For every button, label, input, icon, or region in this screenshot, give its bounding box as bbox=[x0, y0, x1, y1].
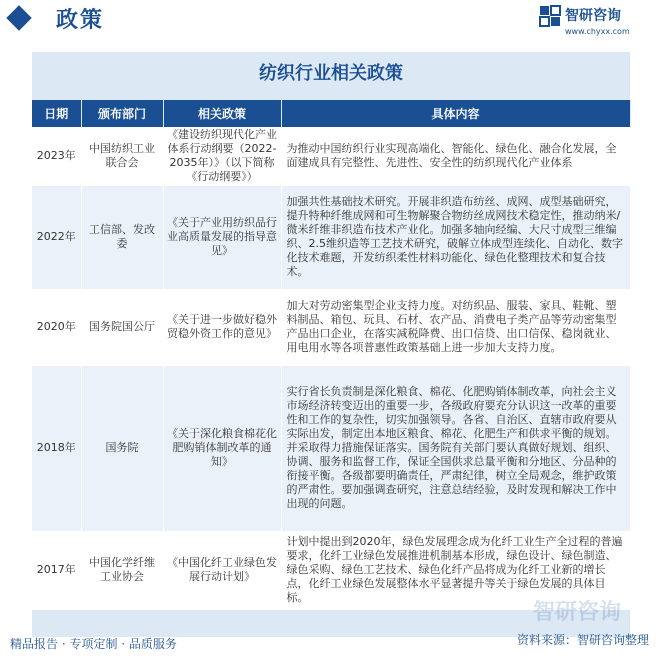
cell-policy: 《关于深化粮食棉花化肥购销体制改革的通知》 bbox=[163, 365, 281, 531]
cell-date: 2020年 bbox=[32, 289, 81, 365]
page-header bbox=[0, 0, 661, 44]
cell-content: 实行省长负责制是深化粮食、棉花、化肥购销体制改革，向社会主义市场经济转变迈出的重要一步，各级政府要充分认识这一改革的重要性和工作的复杂性，切实加强领导。各省、自治区、直辖市政府要从实际出发，制定出本地区粮食、棉花、化肥生产和供求平衡的规划。并采取得力措施保证落实。国务院有关部门要认真做好规划、组织、协调、服务和监督工作，保证全国供求总量平衡和分地区、分品种的衔接平衡。各级都要明确责任，严肃纪律，树立全局观念，维护政策的严肃性。要加强调查研究，注意总结经验，及时发现和解决工作中出现的问题。 bbox=[281, 365, 630, 531]
footer-tagline: 精品报告 · 专项定制 · 品质服务 bbox=[10, 637, 177, 651]
cell-content: 计划中提出到2020年，绿色发展理念成为化纤工业生产全过程的普遍要求，化纤工业绿色发展推进机制基本形成，绿色设计、绿色制造、绿色采购、绿色工艺技术、绿色化纤产品将成为化纤工业新的增长点，化纤工业绿色发展整体水平显著提升等关于绿色发展的具体目标。 bbox=[281, 531, 630, 609]
cell-dept: 中国纺织工业联合会 bbox=[81, 127, 163, 185]
page-footer bbox=[0, 630, 661, 660]
policy-panel bbox=[32, 52, 630, 637]
cell-dept: 中国化学纤维工业协会 bbox=[81, 531, 163, 609]
cell-content: 为推动中国纺织行业实现高端化、智能化、绿色化、融合化发展，全面建成具有完整性、先进性、安全性的纺织现代化产业体系 bbox=[281, 127, 630, 185]
cell-date: 2023年 bbox=[32, 127, 81, 185]
cell-dept: 国务院 bbox=[81, 365, 163, 531]
cell-dept: 工信部、发改委 bbox=[81, 185, 163, 289]
cell-dept: 国务院国公厅 bbox=[81, 289, 163, 365]
table-row bbox=[32, 127, 630, 185]
table-title: 纺织行业相关政策 bbox=[259, 63, 403, 84]
table-row bbox=[32, 289, 630, 365]
table-header-row bbox=[32, 100, 630, 127]
brand-logo bbox=[539, 4, 647, 38]
cell-date: 2018年 bbox=[32, 365, 81, 531]
policy-table bbox=[32, 100, 631, 610]
table-row bbox=[32, 531, 630, 609]
cell-policy: 《建设纺织现代化产业体系行动纲要（2022-2035年）》（以下简称《行动纲要》） bbox=[163, 127, 281, 185]
column-header-dept: 颁布部门 bbox=[81, 100, 163, 127]
column-header-date: 日期 bbox=[32, 100, 81, 127]
footer-source: 资料来源：智研咨询整理 bbox=[516, 633, 649, 647]
cell-content: 加大对劳动密集型企业支持力度。对纺织品、服装、家具、鞋靴、塑料制品、箱包、玩具、石材、农产品、消费电子类产品等劳动密集型产品出口企业，在落实减税降费、出口信贷、出口信保、稳岗就业、用电用水等各项普惠性政策基础上进一步加大支持力度。 bbox=[281, 289, 630, 365]
table-row bbox=[32, 365, 630, 531]
column-header-policy: 相关政策 bbox=[163, 100, 281, 127]
cell-date: 2017年 bbox=[32, 531, 81, 609]
cell-policy: 《中国化纤工业绿色发展行动计划》 bbox=[163, 531, 281, 609]
column-header-content: 具体内容 bbox=[281, 100, 630, 127]
cell-policy: 《关于产业用纺织品行业高质量发展的指导意见》 bbox=[163, 185, 281, 289]
cell-content: 加强共性基础技术研究。开展非织造布纺丝、成网、成型基础研究，提升特种纤维成网和可生物解聚合物纺丝成网技术稳定性，推动纳米/微米纤维非织造布技术产业化。加强多轴向经编、大尺寸成型三维编织、2.5维织造等工艺技术研究，破解立体成型连续化、自动化、数字化技术难题，开发纺织柔性材料功能化、绿色化整理技术和复合技术。 bbox=[281, 185, 630, 289]
brand-url: www.chyxx.com bbox=[565, 27, 630, 36]
brand-logo-icon bbox=[539, 5, 561, 27]
cell-date: 2022年 bbox=[32, 185, 81, 289]
page-title: 政策 bbox=[56, 8, 105, 33]
cell-policy: 《关于进一步做好稳外贸稳外资工作的意见》 bbox=[163, 289, 281, 365]
table-row bbox=[32, 185, 630, 289]
brand-name: 智研咨询 bbox=[565, 8, 621, 24]
diamond-bullet-icon bbox=[6, 5, 31, 30]
